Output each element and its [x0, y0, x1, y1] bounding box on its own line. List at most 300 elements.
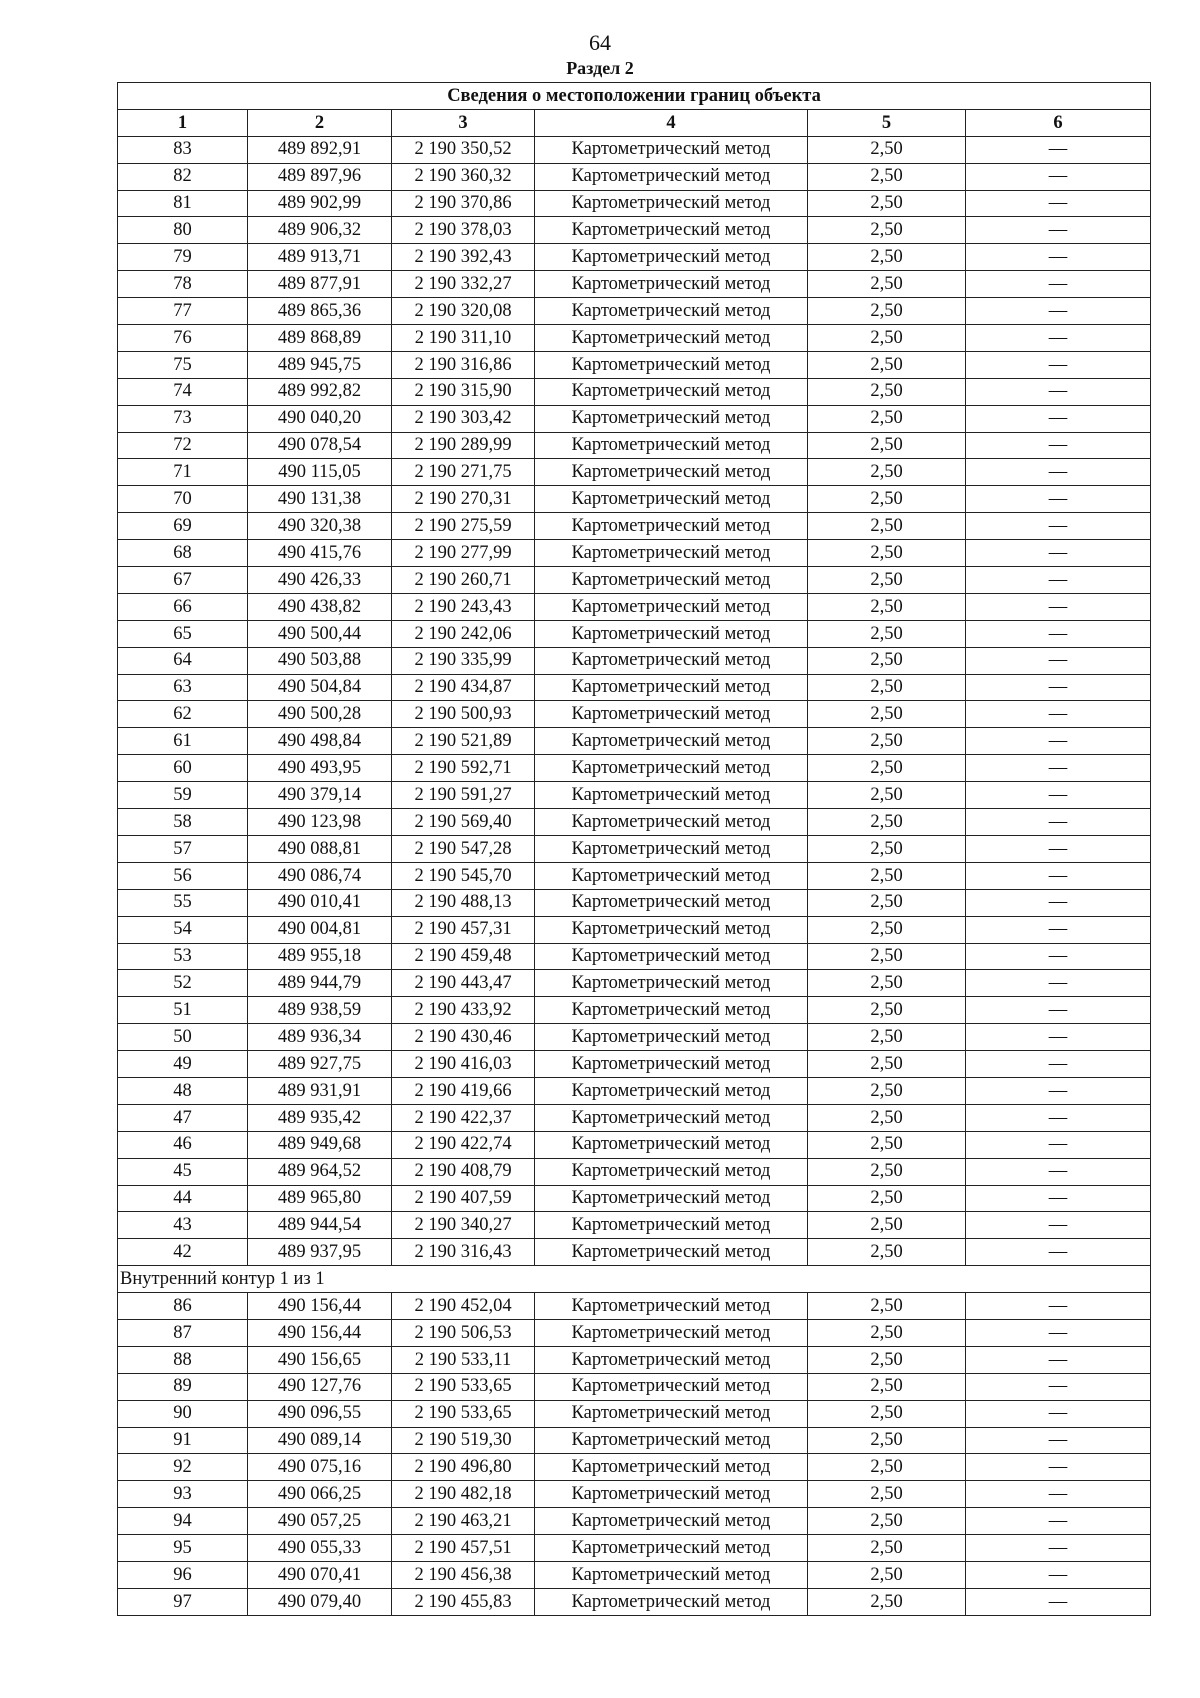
- table-cell: Картометрический метод: [535, 1454, 808, 1481]
- table-cell: —: [966, 244, 1151, 271]
- table-cell: 53: [118, 943, 248, 970]
- table-cell: —: [966, 1508, 1151, 1535]
- table-cell: 2,50: [808, 943, 966, 970]
- table-cell: 2,50: [808, 1212, 966, 1239]
- table-cell: 490 127,76: [248, 1373, 392, 1400]
- table-cell: —: [966, 997, 1151, 1024]
- table-cell: 2 190 434,87: [392, 674, 535, 701]
- table-cell: 2 190 456,38: [392, 1561, 535, 1588]
- table-cell: 82: [118, 163, 248, 190]
- table-row: [118, 1185, 1151, 1212]
- table-cell: 2,50: [808, 1024, 966, 1051]
- table-cell: 490 503,88: [248, 647, 392, 674]
- table-row: [118, 459, 1151, 486]
- table-cell: 2 190 547,28: [392, 835, 535, 862]
- table-cell: 69: [118, 513, 248, 540]
- table-row: [118, 809, 1151, 836]
- table-cell: 46: [118, 1131, 248, 1158]
- column-header: 4: [535, 109, 808, 136]
- table-row: [118, 1561, 1151, 1588]
- table-row: [118, 943, 1151, 970]
- table-cell: 52: [118, 970, 248, 997]
- table-cell: 93: [118, 1481, 248, 1508]
- table-cell: 2 190 340,27: [392, 1212, 535, 1239]
- table-header-row: [118, 109, 1151, 136]
- table-cell: —: [966, 513, 1151, 540]
- table-cell: 2 190 260,71: [392, 567, 535, 594]
- table-cell: 490 079,40: [248, 1588, 392, 1615]
- table-cell: 2 190 457,31: [392, 916, 535, 943]
- table-cell: Картометрический метод: [535, 459, 808, 486]
- table-cell: 489 865,36: [248, 298, 392, 325]
- table-cell: 2 190 533,65: [392, 1400, 535, 1427]
- column-header: 5: [808, 109, 966, 136]
- table-cell: —: [966, 1051, 1151, 1078]
- table-cell: —: [966, 1535, 1151, 1562]
- table-cell: 2,50: [808, 298, 966, 325]
- table-cell: 490 379,14: [248, 782, 392, 809]
- table-cell: 2,50: [808, 701, 966, 728]
- table-cell: 2 190 320,08: [392, 298, 535, 325]
- table-cell: 2,50: [808, 916, 966, 943]
- table-cell: 56: [118, 862, 248, 889]
- table-cell: 2 190 506,53: [392, 1319, 535, 1346]
- table-cell: 489 931,91: [248, 1077, 392, 1104]
- table-cell: 2,50: [808, 647, 966, 674]
- table-cell: 490 156,44: [248, 1319, 392, 1346]
- table-row: [118, 593, 1151, 620]
- table-cell: Картометрический метод: [535, 325, 808, 352]
- table-cell: Картометрический метод: [535, 674, 808, 701]
- table-cell: 490 078,54: [248, 432, 392, 459]
- table-cell: 2,50: [808, 728, 966, 755]
- table-row: [118, 298, 1151, 325]
- table-cell: 490 070,41: [248, 1561, 392, 1588]
- table-cell: 2,50: [808, 1131, 966, 1158]
- table-cell: 66: [118, 593, 248, 620]
- table-cell: —: [966, 889, 1151, 916]
- table-cell: 2 190 422,74: [392, 1131, 535, 1158]
- table-cell: 2 190 430,46: [392, 1024, 535, 1051]
- table-cell: —: [966, 351, 1151, 378]
- table-cell: 489 936,34: [248, 1024, 392, 1051]
- table-cell: 490 055,33: [248, 1535, 392, 1562]
- table-row: [118, 755, 1151, 782]
- table-cell: 489 944,79: [248, 970, 392, 997]
- table-cell: 2,50: [808, 1561, 966, 1588]
- table-cell: 72: [118, 432, 248, 459]
- table-cell: —: [966, 405, 1151, 432]
- table-cell: 489 906,32: [248, 217, 392, 244]
- table-cell: Картометрический метод: [535, 1131, 808, 1158]
- table-cell: —: [966, 1400, 1151, 1427]
- table-cell: —: [966, 1293, 1151, 1320]
- table-cell: 2,50: [808, 889, 966, 916]
- table-row: [118, 325, 1151, 352]
- table-cell: —: [966, 862, 1151, 889]
- table-cell: 2,50: [808, 1346, 966, 1373]
- table-cell: 95: [118, 1535, 248, 1562]
- table-cell: —: [966, 593, 1151, 620]
- table-row: [118, 1535, 1151, 1562]
- table-cell: 2 190 271,75: [392, 459, 535, 486]
- table-cell: Картометрический метод: [535, 1400, 808, 1427]
- table-cell: 490 066,25: [248, 1481, 392, 1508]
- table-cell: —: [966, 1481, 1151, 1508]
- table-cell: 490 086,74: [248, 862, 392, 889]
- table-cell: 74: [118, 378, 248, 405]
- table-cell: 2 190 360,32: [392, 163, 535, 190]
- table-cell: 2,50: [808, 1158, 966, 1185]
- table-cell: 60: [118, 755, 248, 782]
- table-cell: 2,50: [808, 1373, 966, 1400]
- table-cell: —: [966, 1319, 1151, 1346]
- table-cell: Картометрический метод: [535, 1051, 808, 1078]
- table-cell: 489 935,42: [248, 1104, 392, 1131]
- table-row: [118, 1346, 1151, 1373]
- table-cell: 55: [118, 889, 248, 916]
- table-cell: 2 190 521,89: [392, 728, 535, 755]
- table-cell: 86: [118, 1293, 248, 1320]
- table-row: [118, 244, 1151, 271]
- table-cell: 490 498,84: [248, 728, 392, 755]
- table-cell: 88: [118, 1346, 248, 1373]
- table-cell: 78: [118, 271, 248, 298]
- table-cell: 67: [118, 567, 248, 594]
- table-cell: Картометрический метод: [535, 1427, 808, 1454]
- table-cell: 2,50: [808, 405, 966, 432]
- table-row: [118, 432, 1151, 459]
- column-header: 2: [248, 109, 392, 136]
- table-row: [118, 1158, 1151, 1185]
- table-cell: 2,50: [808, 1481, 966, 1508]
- table-cell: 61: [118, 728, 248, 755]
- table-cell: 2 190 332,27: [392, 271, 535, 298]
- boundary-coordinates-table: [117, 82, 1151, 1616]
- table-cell: 89: [118, 1373, 248, 1400]
- table-row: [118, 271, 1151, 298]
- table-cell: —: [966, 1454, 1151, 1481]
- table-cell: Картометрический метод: [535, 351, 808, 378]
- table-cell: 2,50: [808, 620, 966, 647]
- inner-contour-label: Внутренний контур 1 из 1: [118, 1266, 1151, 1293]
- table-cell: —: [966, 1346, 1151, 1373]
- table-row: [118, 1104, 1151, 1131]
- table-cell: 2,50: [808, 1427, 966, 1454]
- table-cell: Картометрический метод: [535, 567, 808, 594]
- table-cell: Картометрический метод: [535, 378, 808, 405]
- table-cell: 2,50: [808, 190, 966, 217]
- table-cell: Картометрический метод: [535, 1481, 808, 1508]
- table-cell: 59: [118, 782, 248, 809]
- table-cell: 2,50: [808, 1051, 966, 1078]
- table-cell: 2,50: [808, 782, 966, 809]
- table-cell: Картометрический метод: [535, 1535, 808, 1562]
- table-cell: 2,50: [808, 540, 966, 567]
- table-row: [118, 970, 1151, 997]
- table-cell: 2 190 459,48: [392, 943, 535, 970]
- table-cell: 489 949,68: [248, 1131, 392, 1158]
- table-cell: 2 190 335,99: [392, 647, 535, 674]
- table-caption-row: [118, 83, 1151, 110]
- table-cell: —: [966, 540, 1151, 567]
- table-cell: 2,50: [808, 163, 966, 190]
- table-cell: 2,50: [808, 862, 966, 889]
- inner-contour-label-row-group: [118, 1266, 1151, 1293]
- table-cell: 50: [118, 1024, 248, 1051]
- table-cell: 90: [118, 1400, 248, 1427]
- table-cell: —: [966, 1373, 1151, 1400]
- table-cell: 2 190 433,92: [392, 997, 535, 1024]
- table-cell: 43: [118, 1212, 248, 1239]
- table-cell: 489 945,75: [248, 351, 392, 378]
- table-row: [118, 862, 1151, 889]
- table-cell: 490 131,38: [248, 486, 392, 513]
- table-cell: Картометрический метод: [535, 1346, 808, 1373]
- table-cell: 2,50: [808, 1588, 966, 1615]
- table-cell: —: [966, 432, 1151, 459]
- table-cell: Картометрический метод: [535, 136, 808, 163]
- table-cell: Картометрический метод: [535, 513, 808, 540]
- table-cell: Картометрический метод: [535, 620, 808, 647]
- table-cell: Картометрический метод: [535, 244, 808, 271]
- outer-contour-rows: [118, 136, 1151, 1265]
- table-cell: —: [966, 647, 1151, 674]
- table-cell: —: [966, 271, 1151, 298]
- table-cell: 490 493,95: [248, 755, 392, 782]
- table-cell: 2,50: [808, 593, 966, 620]
- table-row: [118, 1293, 1151, 1320]
- table-cell: Картометрический метод: [535, 835, 808, 862]
- table-cell: —: [966, 1185, 1151, 1212]
- table-row: [118, 728, 1151, 755]
- table-cell: 2 190 243,43: [392, 593, 535, 620]
- table-cell: 63: [118, 674, 248, 701]
- table-cell: 2,50: [808, 1104, 966, 1131]
- table-cell: 489 892,91: [248, 136, 392, 163]
- table-row: [118, 1373, 1151, 1400]
- table-cell: 2 190 500,93: [392, 701, 535, 728]
- table-cell: 490 040,20: [248, 405, 392, 432]
- table-cell: 79: [118, 244, 248, 271]
- table-cell: —: [966, 378, 1151, 405]
- table-row: [118, 916, 1151, 943]
- table-cell: 2,50: [808, 271, 966, 298]
- table-cell: —: [966, 620, 1151, 647]
- table-row: [118, 1400, 1151, 1427]
- table-cell: Картометрический метод: [535, 1293, 808, 1320]
- table-row: [118, 567, 1151, 594]
- table-cell: 2 190 569,40: [392, 809, 535, 836]
- table-row: [118, 1212, 1151, 1239]
- table-cell: 87: [118, 1319, 248, 1346]
- table-cell: 64: [118, 647, 248, 674]
- table-cell: Картометрический метод: [535, 728, 808, 755]
- table-cell: —: [966, 136, 1151, 163]
- table-cell: 2,50: [808, 432, 966, 459]
- table-cell: 489 913,71: [248, 244, 392, 271]
- table-row: [118, 1077, 1151, 1104]
- table-cell: Картометрический метод: [535, 1588, 808, 1615]
- table-cell: 2,50: [808, 1319, 966, 1346]
- table-cell: 2 190 408,79: [392, 1158, 535, 1185]
- table-row: [118, 620, 1151, 647]
- table-cell: 489 868,89: [248, 325, 392, 352]
- table-cell: 81: [118, 190, 248, 217]
- table-cell: 47: [118, 1104, 248, 1131]
- table-cell: 42: [118, 1239, 248, 1266]
- table-cell: 2,50: [808, 1293, 966, 1320]
- table-cell: —: [966, 1561, 1151, 1588]
- table-cell: Картометрический метод: [535, 701, 808, 728]
- table-cell: 94: [118, 1508, 248, 1535]
- table-cell: 2,50: [808, 567, 966, 594]
- table-cell: 2 190 378,03: [392, 217, 535, 244]
- table-cell: —: [966, 486, 1151, 513]
- table-cell: 2 190 463,21: [392, 1508, 535, 1535]
- table-cell: 48: [118, 1077, 248, 1104]
- table-cell: 97: [118, 1588, 248, 1615]
- table-cell: Картометрический метод: [535, 970, 808, 997]
- table-row: [118, 190, 1151, 217]
- table-cell: —: [966, 943, 1151, 970]
- table-cell: Картометрический метод: [535, 1561, 808, 1588]
- table-cell: Картометрический метод: [535, 271, 808, 298]
- inner-contour-rows: [118, 1293, 1151, 1616]
- table-cell: Картометрический метод: [535, 647, 808, 674]
- table-cell: 490 075,16: [248, 1454, 392, 1481]
- table-row: [118, 351, 1151, 378]
- table-row: [118, 163, 1151, 190]
- table-cell: 2 190 482,18: [392, 1481, 535, 1508]
- table-row: [118, 1588, 1151, 1615]
- column-header: 6: [966, 109, 1151, 136]
- table-cell: Картометрический метод: [535, 1185, 808, 1212]
- table-cell: —: [966, 674, 1151, 701]
- table-cell: 45: [118, 1158, 248, 1185]
- table-cell: —: [966, 163, 1151, 190]
- table-cell: 2 190 392,43: [392, 244, 535, 271]
- table-row: [118, 889, 1151, 916]
- table-row: [118, 217, 1151, 244]
- table-cell: Картометрический метод: [535, 1508, 808, 1535]
- table-cell: —: [966, 325, 1151, 352]
- table-cell: 490 010,41: [248, 889, 392, 916]
- table-row: [118, 835, 1151, 862]
- table-cell: Картометрический метод: [535, 755, 808, 782]
- table-cell: 2,50: [808, 459, 966, 486]
- table-cell: 489 927,75: [248, 1051, 392, 1078]
- table-row: [118, 997, 1151, 1024]
- table-cell: 2,50: [808, 244, 966, 271]
- table-cell: 490 426,33: [248, 567, 392, 594]
- table-cell: —: [966, 567, 1151, 594]
- table-cell: 54: [118, 916, 248, 943]
- table-cell: Картометрический метод: [535, 540, 808, 567]
- table-cell: 77: [118, 298, 248, 325]
- table-cell: 2,50: [808, 513, 966, 540]
- table-cell: Картометрический метод: [535, 1239, 808, 1266]
- table-row: [118, 1508, 1151, 1535]
- table-cell: 2 190 275,59: [392, 513, 535, 540]
- table-cell: —: [966, 809, 1151, 836]
- table-cell: Картометрический метод: [535, 1104, 808, 1131]
- table-cell: Картометрический метод: [535, 486, 808, 513]
- table-cell: Картометрический метод: [535, 997, 808, 1024]
- table-cell: 83: [118, 136, 248, 163]
- table-cell: 2 190 457,51: [392, 1535, 535, 1562]
- table-cell: 2 190 316,86: [392, 351, 535, 378]
- table-cell: 2,50: [808, 217, 966, 244]
- table-cell: 2,50: [808, 835, 966, 862]
- table-row: [118, 1051, 1151, 1078]
- table-cell: 2 190 303,42: [392, 405, 535, 432]
- table-cell: 489 902,99: [248, 190, 392, 217]
- table-cell: 76: [118, 325, 248, 352]
- table-cell: 2 190 316,43: [392, 1239, 535, 1266]
- table-cell: Картометрический метод: [535, 1024, 808, 1051]
- page-number: 64: [589, 30, 611, 55]
- table-cell: 490 500,28: [248, 701, 392, 728]
- table-cell: 489 897,96: [248, 163, 392, 190]
- table-row: [118, 513, 1151, 540]
- table-cell: 490 415,76: [248, 540, 392, 567]
- table-cell: —: [966, 217, 1151, 244]
- table-cell: Картометрический метод: [535, 405, 808, 432]
- table-row: [118, 782, 1151, 809]
- table-cell: Картометрический метод: [535, 782, 808, 809]
- column-header: 3: [392, 109, 535, 136]
- table-cell: 489 938,59: [248, 997, 392, 1024]
- table-row: [118, 1319, 1151, 1346]
- table-cell: 2 190 289,99: [392, 432, 535, 459]
- table-cell: 490 123,98: [248, 809, 392, 836]
- table-cell: —: [966, 701, 1151, 728]
- table-cell: 2 190 350,52: [392, 136, 535, 163]
- table-cell: 80: [118, 217, 248, 244]
- table-cell: 2 190 315,90: [392, 378, 535, 405]
- table-cell: 489 877,91: [248, 271, 392, 298]
- table-cell: 2 190 422,37: [392, 1104, 535, 1131]
- table-cell: —: [966, 728, 1151, 755]
- table-cell: Картометрический метод: [535, 809, 808, 836]
- table-cell: —: [966, 970, 1151, 997]
- table-cell: 96: [118, 1561, 248, 1588]
- table-cell: 2,50: [808, 1400, 966, 1427]
- table-cell: Картометрический метод: [535, 163, 808, 190]
- table-row: [118, 486, 1151, 513]
- table-row: [118, 378, 1151, 405]
- table-cell: Картометрический метод: [535, 1158, 808, 1185]
- table-cell: 2 190 416,03: [392, 1051, 535, 1078]
- table-cell: 2,50: [808, 1454, 966, 1481]
- table-cell: —: [966, 298, 1151, 325]
- table-cell: —: [966, 1427, 1151, 1454]
- table-cell: 91: [118, 1427, 248, 1454]
- table-cell: 489 937,95: [248, 1239, 392, 1266]
- table-cell: 2 190 311,10: [392, 325, 535, 352]
- table-cell: 2 190 242,06: [392, 620, 535, 647]
- table-cell: 2,50: [808, 997, 966, 1024]
- table-cell: Картометрический метод: [535, 862, 808, 889]
- table-cell: 2 190 443,47: [392, 970, 535, 997]
- table-cell: 51: [118, 997, 248, 1024]
- table-cell: —: [966, 1024, 1151, 1051]
- table-cell: 2 190 455,83: [392, 1588, 535, 1615]
- table-row: [118, 1481, 1151, 1508]
- table-cell: 490 504,84: [248, 674, 392, 701]
- table-row: [118, 1024, 1151, 1051]
